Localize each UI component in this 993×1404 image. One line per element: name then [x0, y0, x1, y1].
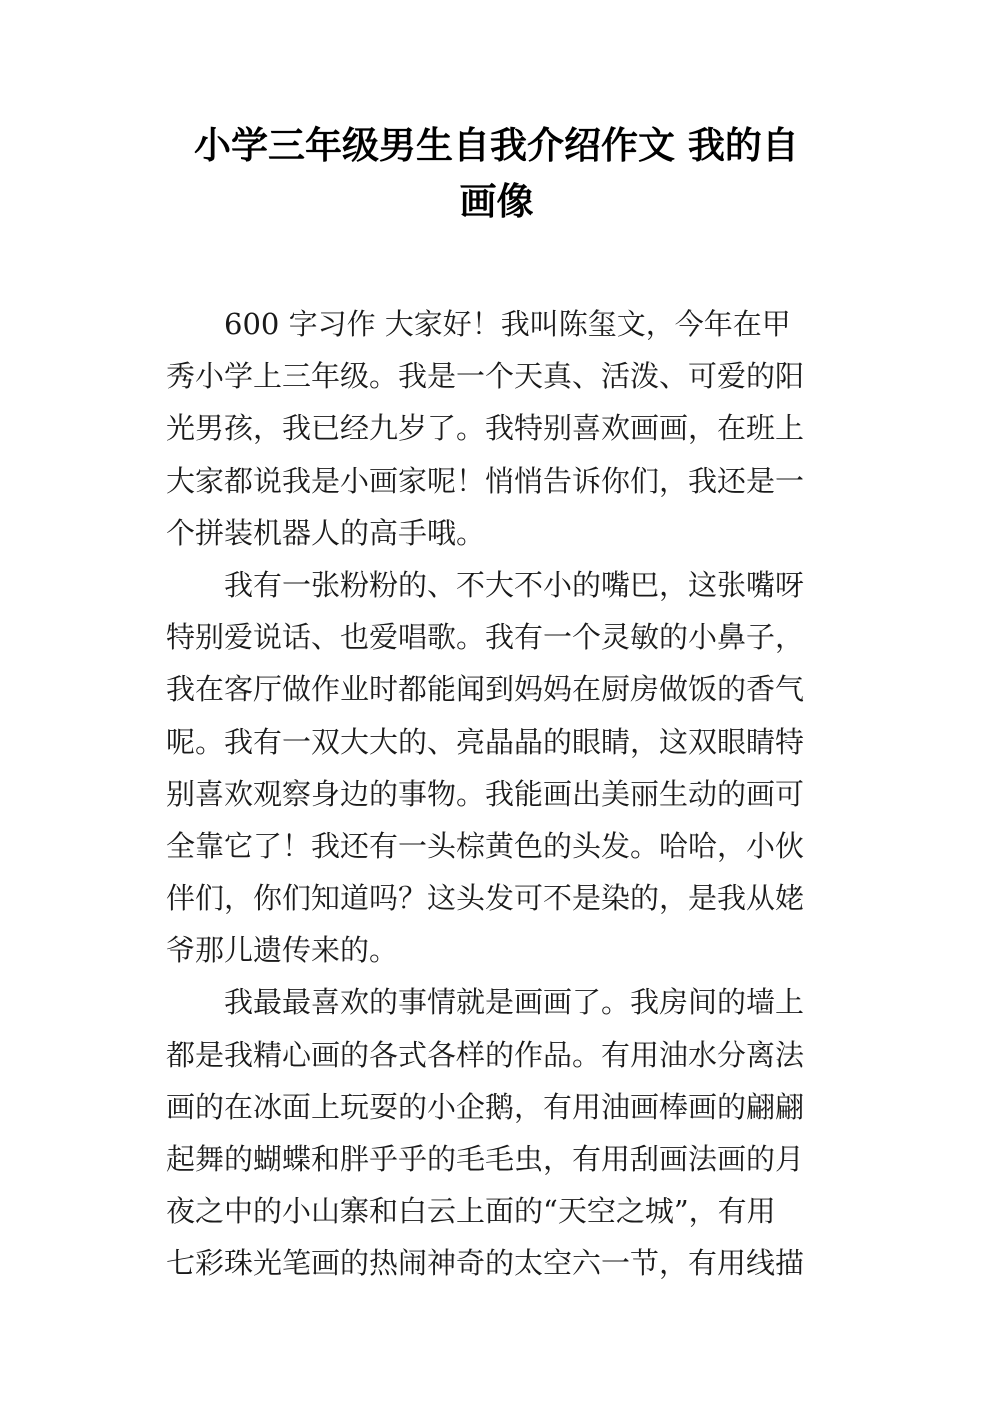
text-line: 我有一张粉粉的、不大不小的嘴巴，这张嘴呀 — [224, 567, 805, 602]
text-line: 特别爱说话、也爱唱歌。我有一个灵敏的小鼻子， — [166, 620, 805, 655]
text-line: 我在客厅做作业时都能闻到妈妈在厨房做饭的香气 — [166, 672, 805, 707]
text-line: 起舞的蝴蝶和胖乎乎的毛毛虫，有用刮画法画的月 — [166, 1142, 805, 1176]
text-line: 光男孩，我已经九岁了。我特别喜欢画画，在班上 — [166, 411, 805, 446]
title-line: 画像 — [459, 180, 534, 223]
text-line: 全靠它了！我还有一头棕黄色的头发。哈哈，小伙 — [166, 828, 805, 863]
text-line: 夜之中的小山寨和白云上面的“天空之城”，有用 — [166, 1194, 776, 1229]
page-title — [150, 118, 843, 230]
text-line: 600 字习作 大家好！我叫陈玺文，今年在甲 — [224, 307, 791, 341]
text-line: 画的在冰面上玩耍的小企鹅，有用油画棒画的翩翩 — [166, 1089, 805, 1124]
text-line: 都是我精心画的各式各样的作品。有用油水分离法 — [166, 1037, 805, 1072]
essay-body — [166, 298, 836, 1290]
text-line: 大家都说我是小画家呢！悄悄告诉你们，我还是一 — [166, 463, 805, 498]
text-line: 七彩珠光笔画的热闹神奇的太空六一节，有用线描 — [166, 1246, 805, 1281]
paragraph — [166, 976, 836, 1289]
text-line: 爷那儿遗传来的。 — [166, 933, 399, 968]
text-line: 伴们，你们知道吗？这头发可不是染的，是我从姥 — [166, 881, 805, 916]
text-line: 秀小学上三年级。我是一个天真、活泼、可爱的阳 — [166, 359, 805, 394]
text-line: 呢。我有一双大大的、亮晶晶的眼睛，这双眼睛特 — [166, 724, 805, 759]
text-line: 个拼装机器人的高手哦。 — [166, 515, 486, 550]
paragraph — [166, 559, 836, 977]
text-line: 别喜欢观察身边的事物。我能画出美丽生动的画可 — [166, 776, 805, 811]
paragraph — [166, 298, 836, 559]
text-line: 我最最喜欢的事情就是画画了。我房间的墙上 — [224, 985, 805, 1020]
title-line: 小学三年级男生自我介绍作文 我的自 — [194, 124, 799, 167]
